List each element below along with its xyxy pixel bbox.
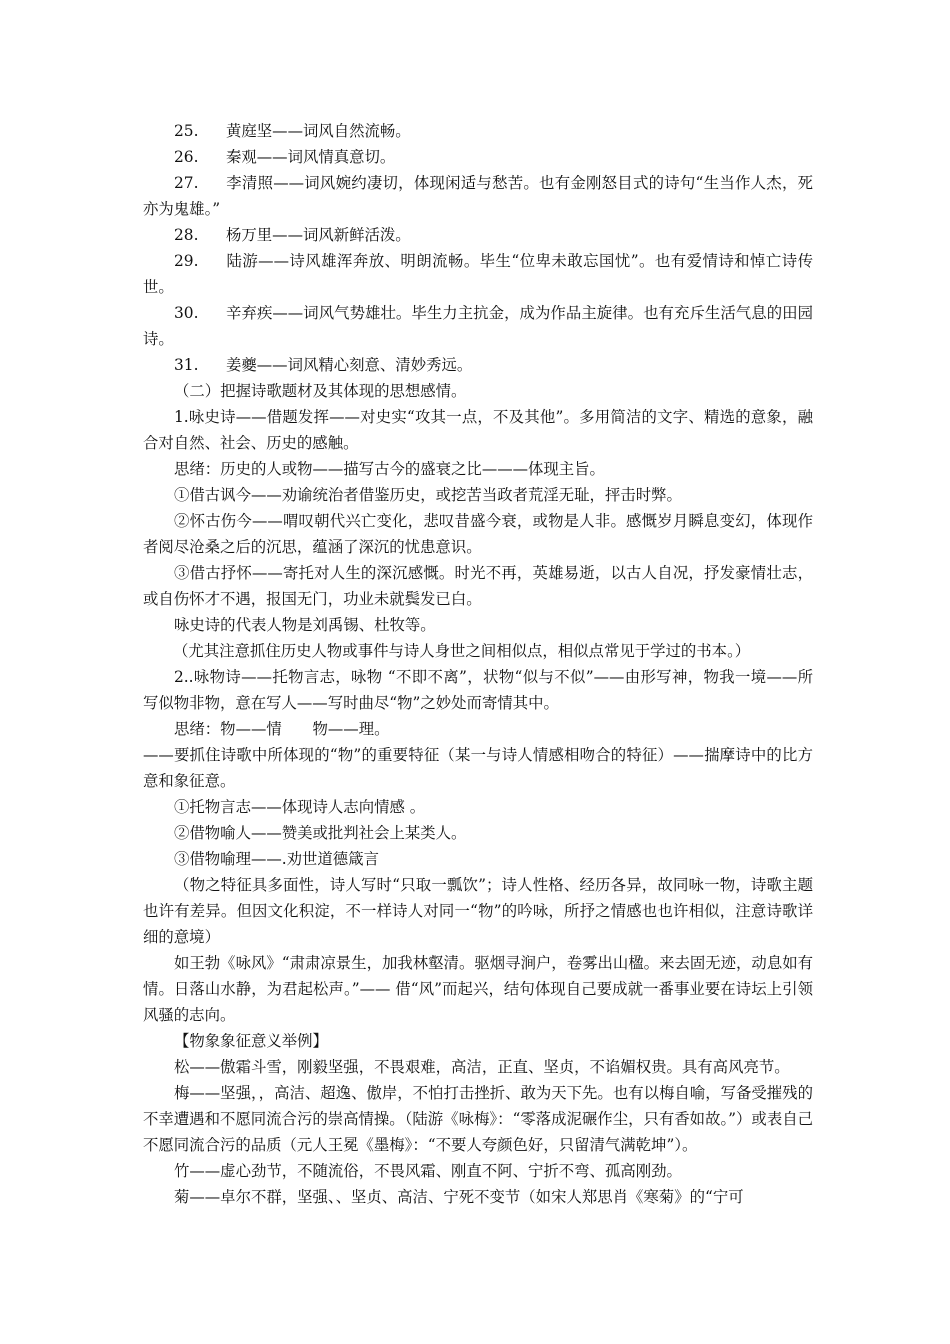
item-number: 27.: [174, 174, 199, 192]
poet-item-25: [143, 118, 813, 144]
item-number: 29.: [174, 252, 199, 270]
object-thinking: 思绪：物——情 物——理。: [174, 720, 390, 738]
item-text: 辛弃疾——词风气势雄壮。毕生力主抗金，成为作品主旋律。也有充斥生活气息的田园诗。: [143, 304, 813, 348]
poet-item-31: [143, 352, 813, 378]
item-number: 26.: [174, 148, 199, 166]
symbol-chrysanthemum: 菊——卓尔不群，坚强、、坚贞、高洁、宁死不变节（如宋人郑思肖《寒菊》的“宁可: [174, 1188, 744, 1206]
object-point-2: ②借物喻人——赞美或批判社会上某类人。: [174, 824, 467, 842]
poet-item-27: [143, 170, 813, 222]
object-note: （物之特征具多面性，诗人写时“只取一瓢饮”；诗人性格、经历各异，故同咏一物，诗歌主题也许有差异。但因文化积淀，不一样诗人对同一“物”的吟咏，所抒之情感也也许相似，注意诗歌详细的意境）: [143, 876, 813, 946]
poet-item-30: [143, 300, 813, 352]
object-point-1: ①托物言志——体现诗人志向情感 。: [174, 798, 426, 816]
item-text: 黄庭坚——词风自然流畅。: [226, 122, 411, 140]
item-text: 姜夔——词风精心刻意、清妙秀远。: [226, 356, 473, 374]
symbols-heading: 【物象象征意义举例】: [174, 1032, 328, 1050]
item-text: 陆游——诗风雄浑奔放、明朗流畅。毕生“位卑未敢忘国忧”。也有爱情诗和悼亡诗传世。: [143, 252, 813, 296]
object-example: 如王勃《咏风》“肃肃凉景生，加我林壑清。驱烟寻涧户，卷雾出山楹。来去固无迹，动息如有情。日落山水静，为君起松声。”—— 借“风”而起兴，结句体现自己要成就一番事业要在诗坛上引领风骚的志向。: [143, 954, 813, 1024]
item-number: 28.: [174, 226, 199, 244]
poet-item-28: [143, 222, 813, 248]
item-text: 杨万里——词风新鲜活泼。: [226, 226, 411, 244]
item-number: 30.: [174, 304, 199, 322]
history-note: （尤其注意抓住历史人物或事件与诗人身世之间相似点，相似点常见于学过的书本。）: [173, 642, 751, 660]
item-text: 李清照——词风婉约凄切，体现闲适与愁苦。也有金刚怒目式的诗句“生当作人杰，死亦为鬼雄。”: [143, 174, 813, 218]
symbol-pine: 松——傲霜斗雪，刚毅坚强，不畏艰难，高洁，正直、坚贞，不谄媚权贵。具有高风亮节。: [174, 1058, 790, 1076]
object-point-3: ③借物喻理——.劝世道德箴言: [174, 850, 379, 868]
document-page: [143, 118, 813, 1210]
item-text: 秦观——词风情真意切。: [226, 148, 396, 166]
poet-item-29: [143, 248, 813, 300]
poet-item-26: [143, 144, 813, 170]
history-point-2: ②怀古伤今——喟叹朝代兴亡变化，悲叹昔盛今衰，或物是人非。感慨岁月瞬息变幻，体现作者阅尽沧桑之后的沉思，蕴涵了深沉的忧患意识。: [143, 512, 813, 556]
history-poem-intro: 1.咏史诗——借题发挥——对史实“攻其一点，不及其他”。多用简洁的文字、精选的意象，融合对自然、社会、历史的感触。: [143, 408, 813, 452]
symbol-plum: 梅——坚强，，高洁、超逸、傲岸，不怕打击挫折、敢为天下先。也有以梅自喻，写备受摧残的不幸遭遇和不愿同流合污的崇高情操。（陆游《咏梅》：“零落成泥碾作尘，只有香如故。”）或表自己不愿同流合污的品质（元人王冕《墨梅》：“不要人夸颜色好，只留清气满乾坤”）。: [143, 1084, 813, 1154]
object-key-point: ——要抓住诗歌中所体现的“物”的重要特征（某一与诗人情感相吻合的特征）——揣摩诗中的比方意和象征意。: [143, 746, 813, 790]
object-poem-intro: 2..咏物诗——托物言志，咏物 “不即不离”，状物“似与不似”——由形写神，物我一境——所写似物非物，意在写人——写时曲尽“物”之妙处而寄情其中。: [143, 668, 813, 712]
history-point-3: ③借古抒怀——寄托对人生的深沉感慨。时光不再，英雄易逝，以古人自况，抒发豪情壮志，或自伤怀才不遇，报国无门，功业未就鬓发已白。: [143, 564, 813, 608]
history-thinking: 思绪：历史的人或物——描写古今的盛衰之比———体现主旨。: [174, 460, 605, 478]
item-number: 31.: [174, 356, 199, 374]
symbol-bamboo: 竹——虚心劲节，不随流俗，不畏风霜、刚直不阿、宁折不弯、孤高刚劲。: [174, 1162, 682, 1180]
section-heading: （二）把握诗歌题材及其体现的思想感情。: [174, 382, 467, 400]
item-number: 25.: [174, 122, 199, 140]
history-representatives: 咏史诗的代表人物是刘禹锡、杜牧等。: [174, 616, 436, 634]
history-point-1: ①借古讽今——劝谕统治者借鉴历史，或挖苦当政者荒淫无耻，抨击时弊。: [174, 486, 682, 504]
